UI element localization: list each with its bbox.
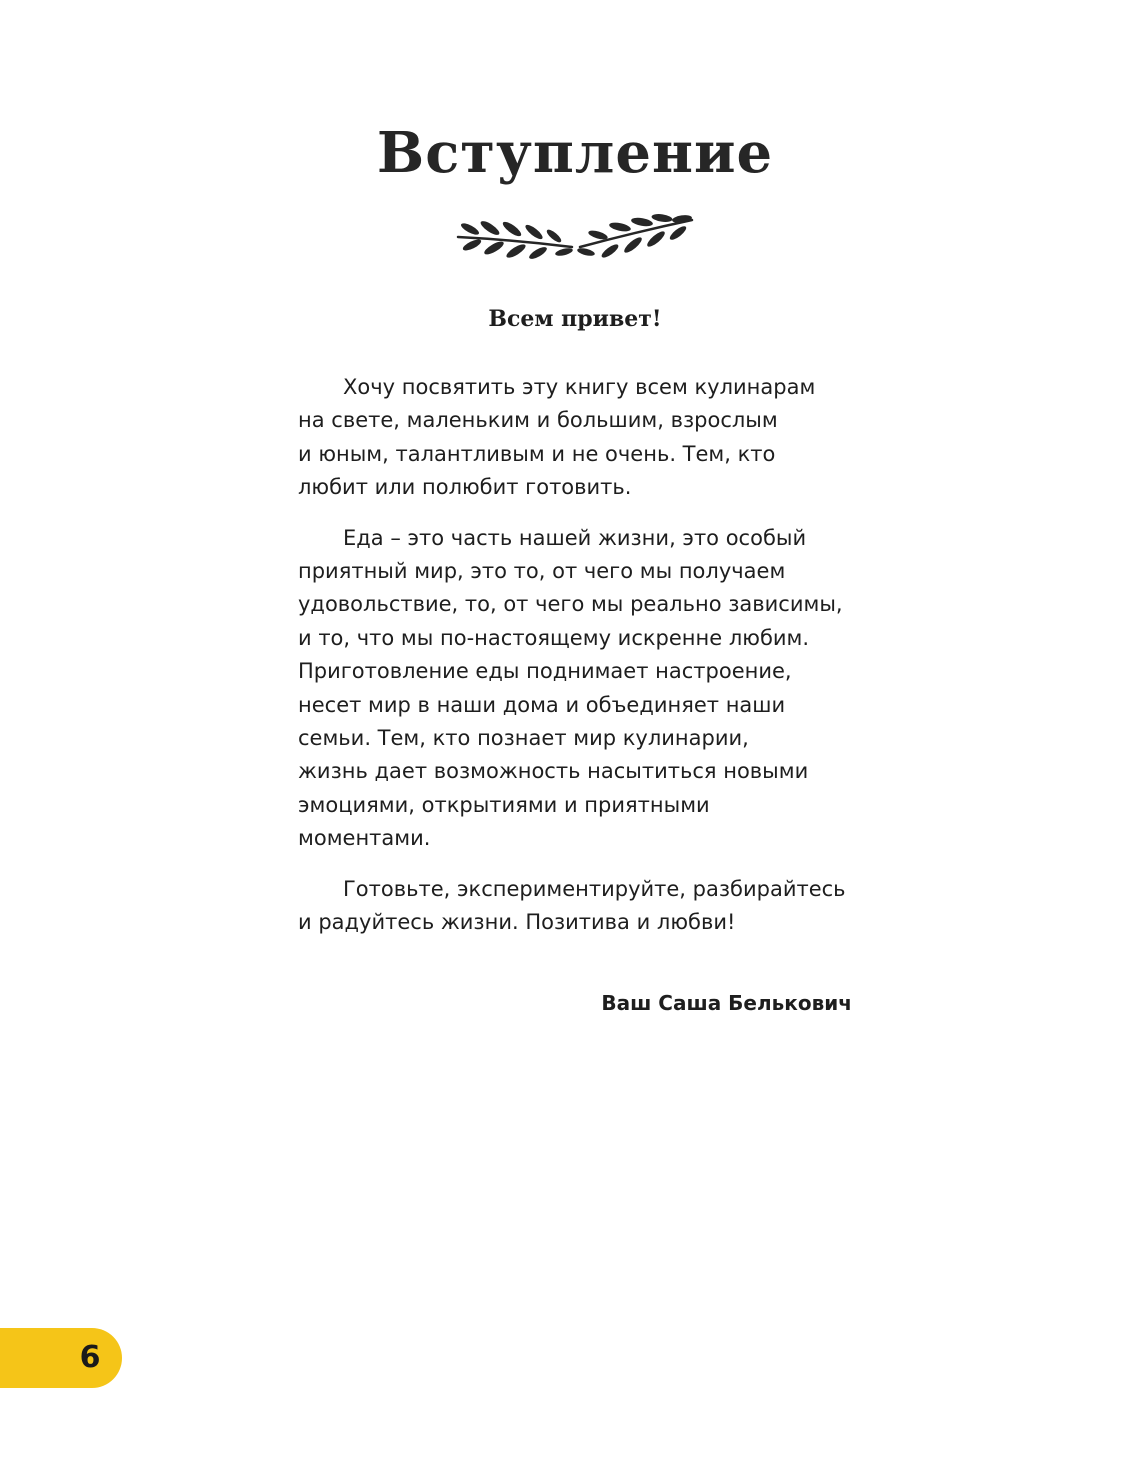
- text-line: на свете, маленьким и большим, взрослым: [298, 408, 778, 433]
- paragraph: [298, 522, 868, 856]
- text-line: Готовьте, экспериментируйте, разбирайтесь: [343, 876, 846, 901]
- text-line: и то, что мы по-настоящему искренне любим.: [298, 625, 810, 650]
- page-number-badge: [0, 1328, 122, 1388]
- intro-body: [298, 371, 868, 957]
- text-line: Еда – это часть нашей жизни, это особый: [343, 525, 807, 550]
- text-line: и юным, талантливым и не очень. Тем, кто: [298, 441, 776, 466]
- text-line: Хочу посвятить эту книгу всем кулинарам: [343, 375, 816, 399]
- text-line: жизнь дает возможность насытиться новыми: [298, 759, 809, 784]
- text-line: удовольствие, то, от чего мы реально зависимы,: [298, 592, 843, 617]
- text-line: эмоциями, открытиями и приятными: [298, 792, 710, 817]
- author-signature: Ваш Саша Белькович: [601, 991, 852, 1015]
- text-line: любит или полюбит готовить.: [298, 475, 632, 500]
- page-title: Вступление: [376, 120, 774, 186]
- text-line: приятный мир, это то, от чего мы получаем: [298, 559, 786, 584]
- text-line: и радуйтесь жизни. Позитива и любви!: [298, 910, 736, 935]
- text-line: несет мир в наши дома и объединяет наши: [298, 692, 786, 717]
- page-number: 6: [79, 1340, 101, 1375]
- paragraph: [298, 873, 868, 940]
- greeting-heading: Всем привет!: [488, 306, 662, 332]
- paragraph: [298, 371, 868, 505]
- text-line: Приготовление еды поднимает настроение,: [298, 659, 792, 684]
- text-line: моментами.: [298, 826, 431, 851]
- laurel-branches-icon: [456, 214, 694, 264]
- text-line: семьи. Тем, кто познает мир кулинарии,: [298, 726, 749, 751]
